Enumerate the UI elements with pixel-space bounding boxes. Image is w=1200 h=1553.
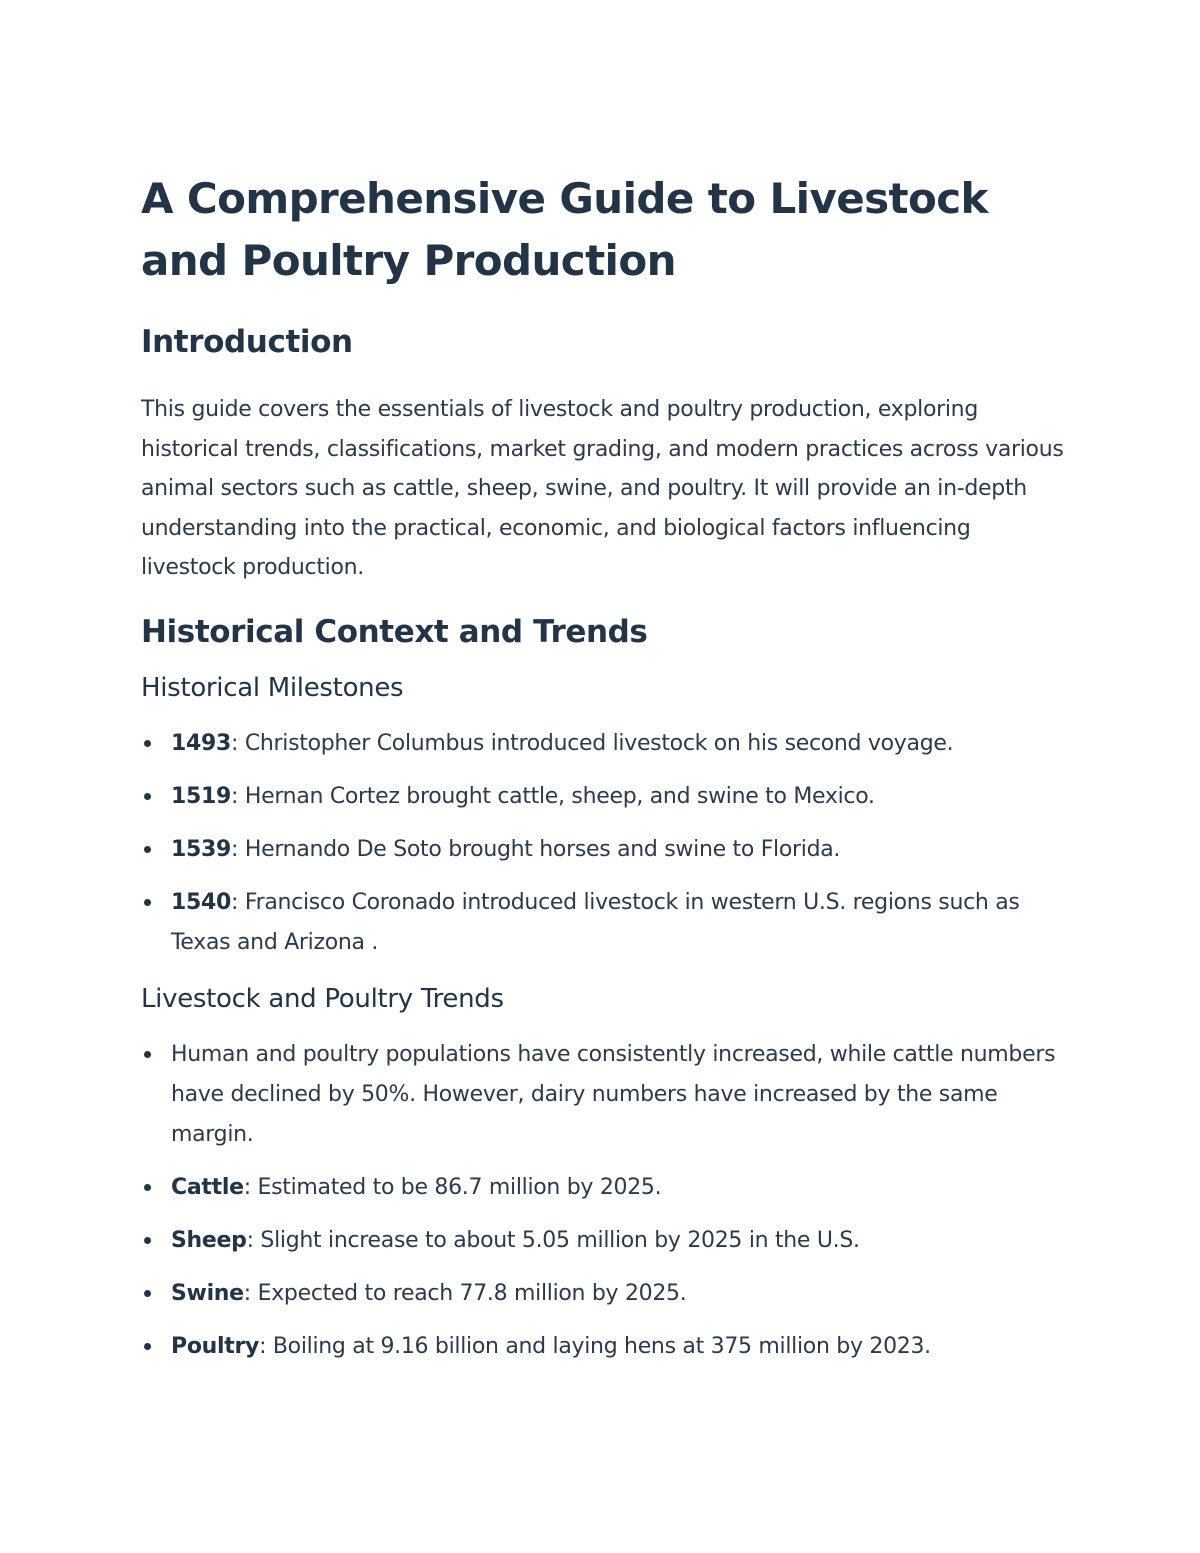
trend-term: Cattle bbox=[171, 1174, 244, 1200]
bullet-icon bbox=[144, 1184, 151, 1191]
milestone-year: 1493 bbox=[171, 730, 232, 756]
list-item bbox=[141, 1168, 1066, 1208]
bullet-icon bbox=[144, 1290, 151, 1297]
list-item bbox=[141, 724, 1066, 764]
trend-term: Poultry bbox=[171, 1333, 260, 1359]
list-item bbox=[141, 777, 1066, 817]
trends-heading: Livestock and Poultry Trends bbox=[141, 983, 504, 1014]
bullet-icon bbox=[144, 1237, 151, 1244]
milestones-list bbox=[141, 724, 1066, 963]
milestone-text: : Hernando De Soto brought horses and swine to Florida. bbox=[231, 836, 841, 862]
bullet-icon bbox=[144, 1343, 151, 1350]
bullet-icon bbox=[144, 899, 151, 906]
document-page bbox=[141, 168, 1066, 1380]
list-item bbox=[141, 883, 1066, 963]
introduction-heading: Introduction bbox=[141, 324, 353, 360]
bullet-icon bbox=[144, 740, 151, 747]
trends-list bbox=[141, 1035, 1066, 1367]
trend-text: : Boiling at 9.16 billion and laying hens at 375 million by 2023. bbox=[259, 1333, 931, 1359]
milestone-text: : Francisco Coronado introduced livestock in western U.S. regions such as Texas and Arizona . bbox=[171, 889, 1020, 955]
milestone-year: 1519 bbox=[171, 783, 232, 809]
milestone-year: 1539 bbox=[171, 836, 232, 862]
milestone-text: : Christopher Columbus introduced livestock on his second voyage. bbox=[231, 730, 954, 756]
trend-term: Swine bbox=[171, 1280, 244, 1306]
list-item bbox=[141, 1274, 1066, 1314]
list-item bbox=[141, 1327, 1066, 1367]
bullet-icon bbox=[144, 1051, 151, 1058]
milestone-year: 1540 bbox=[171, 889, 232, 915]
list-item bbox=[141, 830, 1066, 870]
trend-term: Sheep bbox=[171, 1227, 247, 1253]
milestones-heading: Historical Milestones bbox=[141, 672, 404, 703]
list-item bbox=[141, 1035, 1066, 1155]
trend-summary: Human and poultry populations have consistently increased, while cattle numbers have declined by 50%. However, dairy numbers have increased by the same margin. bbox=[171, 1041, 1056, 1147]
trend-text: : Slight increase to about 5.05 million by 2025 in the U.S. bbox=[246, 1227, 860, 1253]
trend-text: : Expected to reach 77.8 million by 2025. bbox=[243, 1280, 687, 1306]
bullet-icon bbox=[144, 793, 151, 800]
bullet-icon bbox=[144, 846, 151, 853]
page-title: A Comprehensive Guide to Livestock and Poultry Production bbox=[141, 174, 988, 285]
list-item bbox=[141, 1221, 1066, 1261]
introduction-paragraph: This guide covers the essentials of livestock and poultry production, exploring historical trends, classifications, market grading, and modern practices across various animal sectors such as cattle, sheep, swine, and poultry. It will provide an in-depth understanding into the practical, economic, and biological factors influencing livestock production. bbox=[141, 397, 1064, 580]
history-heading: Historical Context and Trends bbox=[141, 613, 648, 650]
trend-text: : Estimated to be 86.7 million by 2025. bbox=[243, 1174, 662, 1200]
milestone-text: : Hernan Cortez brought cattle, sheep, and swine to Mexico. bbox=[231, 783, 875, 809]
